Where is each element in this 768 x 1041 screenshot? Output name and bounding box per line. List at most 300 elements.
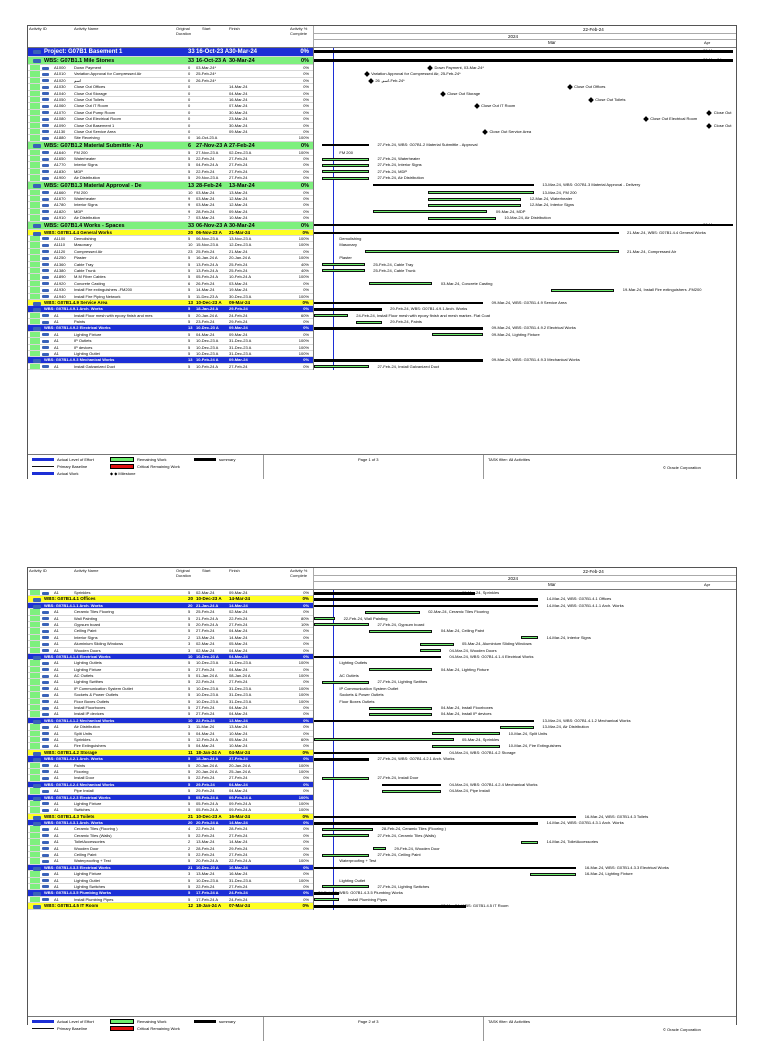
wbs-row-wbs-g07b1-3-material-approval-de[interactable] xyxy=(28,182,313,190)
bar-label: 04-Mar-24, Pipe Install xyxy=(449,788,490,794)
wbs-level-bar xyxy=(30,319,40,324)
milestone-icon[interactable] xyxy=(707,110,713,116)
remaining-work-bar[interactable] xyxy=(521,841,538,844)
summary-bar[interactable] xyxy=(314,327,483,330)
activity-icon xyxy=(42,681,49,684)
wbs-level-bar xyxy=(30,590,40,595)
activity-id: A1 xyxy=(54,660,59,666)
remaining-work-bar[interactable] xyxy=(382,790,441,793)
activity-id: A1 xyxy=(54,609,59,615)
activity-icon xyxy=(42,217,49,220)
percent-complete: 0% xyxy=(303,202,309,208)
finish-date: 09-Mar-24 xyxy=(229,299,251,305)
percent-complete: 0% xyxy=(303,724,309,730)
legend-baseline-swatch xyxy=(32,1028,54,1029)
duration: 5 xyxy=(188,306,191,312)
percent-complete: 0% xyxy=(303,852,309,858)
start-date: 13-Mar-24 xyxy=(196,871,215,877)
percent-complete: 0% xyxy=(302,903,309,909)
activity-icon xyxy=(42,777,49,780)
percent-complete: 100% xyxy=(298,800,309,806)
percent-complete: 0% xyxy=(303,602,309,608)
activity-id: A1010 xyxy=(54,71,66,77)
activity-icon xyxy=(42,623,49,626)
summary-bar[interactable] xyxy=(382,784,441,787)
remaining-work-bar[interactable] xyxy=(500,726,534,729)
percent-complete: 100% xyxy=(298,762,309,768)
activity-id: A1 xyxy=(54,858,59,864)
remaining-work-bar[interactable] xyxy=(369,707,432,710)
summary-bar[interactable] xyxy=(314,598,538,601)
summary-bar[interactable] xyxy=(314,656,441,659)
legend-actual-swatch xyxy=(32,472,54,475)
finish-date: 09-Feb-24 A xyxy=(229,807,252,813)
remaining-work-bar[interactable] xyxy=(322,834,369,837)
percent-complete: 0% xyxy=(303,156,309,162)
wbs-folder-icon xyxy=(33,144,41,148)
duration: 5 xyxy=(188,338,191,344)
duration: 20 xyxy=(188,602,193,608)
wbs-folder-icon xyxy=(33,50,41,54)
activity-name: WBS: G07B1.4.2.1 Arch. Works xyxy=(44,756,103,762)
finish-date: 31-Dec-23 A xyxy=(229,338,252,344)
wbs-level-bar xyxy=(30,287,40,292)
bar-label: 04-Mar-24, Install IP devices xyxy=(440,711,492,717)
activity-id: A1070 xyxy=(54,109,66,115)
duration: 5 xyxy=(188,775,191,781)
activity-id: A1770 xyxy=(54,162,66,168)
milestone-icon[interactable] xyxy=(427,65,433,71)
finish-date: 05-Mar-24 xyxy=(229,736,248,742)
task-filter: TASK filter: All Activities xyxy=(488,1019,530,1024)
percent-complete: 0% xyxy=(303,609,309,615)
remaining-work-bar[interactable] xyxy=(322,828,373,831)
activity-id: A1900 xyxy=(54,175,66,181)
start-date: 02-Mar-24 xyxy=(196,590,215,595)
activity-name: Install IP devices xyxy=(74,711,104,717)
activity-icon xyxy=(42,321,49,324)
finish-date: 04-Mar-24 xyxy=(229,647,248,653)
wbs-row-wbs-g07b1-2-material-submittle-ap[interactable] xyxy=(28,142,313,150)
remaining-work-bar[interactable] xyxy=(322,263,364,266)
summary-bar[interactable] xyxy=(373,184,534,187)
duration: 0 xyxy=(188,116,191,122)
duration: 20 xyxy=(188,820,193,826)
duration: 10 xyxy=(188,653,193,659)
gantt-chart xyxy=(313,48,737,370)
activity-row-install-galvanized-duct[interactable] xyxy=(28,364,313,370)
activity-name: WBS: G07B1.4.1.1 Arch. Works xyxy=(44,602,103,608)
start-date: 04-Mar-24 xyxy=(196,331,215,337)
remaining-work-bar[interactable] xyxy=(373,847,386,850)
summary-bar[interactable] xyxy=(314,232,619,235)
remaining-work-bar[interactable] xyxy=(551,289,614,292)
remaining-work-bar[interactable] xyxy=(314,617,335,620)
summary-bar[interactable] xyxy=(314,822,538,825)
bar-label: 27-Feb-24, Install Door xyxy=(377,775,419,781)
bar-label: 09-Mar-24, WBS: G07B1.4.9.3 Mechanical Works xyxy=(491,357,580,363)
duration: 5 xyxy=(188,351,191,357)
activity-name: Install Galvanized Duct xyxy=(74,363,115,369)
milestone-icon[interactable] xyxy=(440,91,446,97)
summary-bar[interactable] xyxy=(314,867,576,870)
remaining-work-bar[interactable] xyxy=(365,250,619,253)
start-date: 22-Feb-24 xyxy=(196,156,215,162)
activity-name: Waterheater xyxy=(74,156,96,162)
activity-icon xyxy=(42,707,49,710)
percent-complete: 0% xyxy=(302,596,309,602)
wbs-row-wbs-g07b1-4-works-spaces[interactable] xyxy=(28,222,313,230)
remaining-work-bar[interactable] xyxy=(322,177,369,180)
remaining-work-bar[interactable] xyxy=(322,777,369,780)
start-date: 10-Dec-23 A xyxy=(196,338,219,344)
bar-label: 09-Mar-24, WBS: G07B1.4.9.2 Electrical Works xyxy=(491,325,576,331)
percent-complete: 100% xyxy=(298,274,309,280)
bar-label: 27-Feb-24, WBS: G07B1.4.2.1 Arch. Works xyxy=(377,756,455,762)
remaining-work-bar[interactable] xyxy=(322,269,364,272)
percent-complete: 0% xyxy=(303,743,309,749)
bar-label: 29-Feb-24, WBS: G07B1.4.9.1 Arch. Works xyxy=(390,306,468,312)
activity-id: A1 xyxy=(54,883,59,889)
summary-bar[interactable] xyxy=(314,221,733,227)
legend-remaining: Remaining Work xyxy=(137,1019,167,1024)
wbs-level-bar xyxy=(30,878,40,883)
percent-complete: 0% xyxy=(303,896,309,902)
activity-icon xyxy=(42,649,49,652)
percent-complete: 0% xyxy=(303,628,309,634)
duration: 0 xyxy=(188,122,191,128)
finish-date: 14-Mar-24 xyxy=(229,820,248,826)
start-date: 27-Feb-24 xyxy=(196,705,215,711)
remaining-work-bar[interactable] xyxy=(322,158,369,161)
activity-icon xyxy=(42,137,49,140)
summary-bar[interactable] xyxy=(314,592,475,595)
activity-id: A1660 xyxy=(54,189,66,195)
duration: 5 xyxy=(188,705,191,711)
finish-date: 27-Feb-24 xyxy=(229,168,248,174)
remaining-work-bar[interactable] xyxy=(428,204,521,207)
remaining-work-bar[interactable] xyxy=(322,681,369,684)
finish-date: 04-Mar-24 xyxy=(229,628,248,634)
start-date: 03-Mar-24 xyxy=(196,189,215,195)
wbs-folder-icon xyxy=(33,184,41,188)
oracle-copyright: © Oracle Corporation xyxy=(663,465,701,470)
duration: 12 xyxy=(188,903,194,909)
summary-bar[interactable] xyxy=(314,308,382,311)
percent-complete: 100% xyxy=(298,673,309,679)
finish-date: 09-Mar-24 xyxy=(229,590,248,595)
activity-icon xyxy=(42,250,49,253)
finish-date: 09-Mar-24 xyxy=(229,325,248,331)
wbs-folder-icon xyxy=(33,758,41,762)
activity-name: Close Out Basement 1 xyxy=(74,122,115,128)
percent-complete: 0% xyxy=(303,775,309,781)
finish-date: 27-Feb-24 xyxy=(229,142,255,149)
wbs-row-project-g07b1-basement-1[interactable] xyxy=(28,48,313,57)
duration: 4 xyxy=(188,826,191,832)
finish-date: 27-Feb-24 xyxy=(229,621,248,627)
wbs-level-bar xyxy=(30,71,40,76)
duration: 13 xyxy=(188,182,195,189)
start-date: 27-Feb-24 xyxy=(196,711,215,717)
duration: 0 xyxy=(188,135,191,141)
activity-id: A1380 xyxy=(54,267,66,273)
percent-complete: 0% xyxy=(303,717,309,723)
remaining-work-bar[interactable] xyxy=(322,854,369,857)
legend-baseline: Primary Baseline xyxy=(57,464,88,469)
duration: 5 xyxy=(188,344,191,350)
activity-name: Lighting Fixture xyxy=(74,800,102,806)
activity-icon xyxy=(42,269,49,272)
milestone-icon[interactable] xyxy=(567,84,573,90)
activity-name: Sprinkles xyxy=(74,736,91,742)
activity-id: A1 xyxy=(54,730,59,736)
milestone-icon[interactable] xyxy=(364,72,370,78)
percent-complete: 0% xyxy=(301,182,309,189)
activity-icon xyxy=(42,879,49,882)
remaining-work-bar[interactable] xyxy=(322,164,369,167)
activity-name: Project: G07B1 Basement 1 xyxy=(44,49,123,55)
wbs-folder-icon xyxy=(33,656,41,660)
col-duration: Original Duration xyxy=(176,568,192,578)
wbs-row-wbs-g07b1-4-5-it-room[interactable] xyxy=(28,903,313,909)
wbs-folder-icon xyxy=(33,816,41,820)
finish-date: 19-Mar-24 xyxy=(229,287,248,293)
wbs-level-bar xyxy=(30,97,40,102)
milestone-icon[interactable] xyxy=(707,123,713,129)
activity-name: Interior Signs xyxy=(74,162,98,168)
activity-icon xyxy=(42,662,49,665)
start-date: 10-Dec-23 A xyxy=(196,698,219,704)
duration: 9 xyxy=(188,196,191,202)
duration: 5 xyxy=(188,890,191,896)
bar-label: Waterproofing + Test xyxy=(339,858,377,864)
bar-label: 13-Mar-24, FM 200 xyxy=(542,189,577,195)
gantt-row xyxy=(314,142,737,150)
activity-icon xyxy=(42,809,49,812)
percent-complete: 100% xyxy=(298,242,309,248)
percent-complete: 0% xyxy=(303,325,309,331)
duration: 3 xyxy=(188,724,191,730)
finish-date: 29-Feb-24 xyxy=(229,319,248,325)
data-date-label: 22-Feb-24 xyxy=(583,27,604,32)
activity-name: Paints xyxy=(74,762,86,768)
start-date: 22-Feb-24 xyxy=(196,832,215,838)
bar-label: 27-Feb-24, MDP xyxy=(377,168,408,174)
milestone-icon[interactable] xyxy=(643,116,649,122)
percent-complete: 0% xyxy=(303,647,309,653)
percent-complete: 0% xyxy=(303,319,309,325)
wbs-level-bar xyxy=(30,679,40,684)
summary-bar[interactable] xyxy=(322,144,369,147)
wbs-level-bar xyxy=(30,175,40,180)
remaining-work-bar[interactable] xyxy=(369,668,432,671)
activity-id: A1090 xyxy=(54,122,66,128)
wbs-level-bar xyxy=(30,616,40,621)
bar-label: 04-Mar-24, Lighting Fixture xyxy=(440,666,489,672)
wbs-level-bar xyxy=(30,242,40,247)
summary-bar[interactable] xyxy=(314,720,534,723)
legend-actual: Actual Work xyxy=(57,471,79,476)
activity-name: Floor Boxes Outlets xyxy=(74,698,110,704)
wbs-level-bar xyxy=(30,711,40,716)
remaining-work-bar[interactable] xyxy=(369,282,432,285)
start-date: 13-Feb-24 A xyxy=(196,267,219,273)
finish-date: 21-Mar-24 xyxy=(229,229,251,235)
percent-complete: 0% xyxy=(303,84,309,90)
legend-remaining: Remaining Work xyxy=(137,457,167,462)
remaining-work-bar[interactable] xyxy=(428,198,521,201)
finish-date: 14-Mar-24 xyxy=(229,839,248,845)
summary-bar[interactable] xyxy=(314,605,538,608)
finish-date: 27-Feb-24 xyxy=(229,156,248,162)
milestone-icon[interactable] xyxy=(368,78,374,84)
remaining-work-bar[interactable] xyxy=(314,365,369,368)
percent-complete: 0% xyxy=(302,813,309,819)
remaining-work-bar[interactable] xyxy=(432,333,483,336)
start-date: 27-Nov-23 A xyxy=(196,142,228,149)
duration: 2 xyxy=(188,839,191,845)
wbs-level-bar xyxy=(30,338,40,343)
duration: 2 xyxy=(188,845,191,851)
activity-name: Wooden Door xyxy=(74,845,99,851)
remaining-work-bar[interactable] xyxy=(356,321,381,324)
oracle-copyright: © Oracle Corporation xyxy=(663,1027,701,1032)
start-date: 13-Mar-24 xyxy=(196,839,215,845)
start-date: 27-Feb-24 xyxy=(196,666,215,672)
remaining-work-bar[interactable] xyxy=(428,217,496,220)
bar-label: 14-Mar-24, WBS: G07B1.4.1 Offices xyxy=(546,596,612,602)
remaining-work-bar[interactable] xyxy=(530,873,577,876)
duration: 33 xyxy=(188,49,195,55)
legend-effort: Actual Level of Effort xyxy=(57,1019,94,1024)
start-date: 06-Nov-23 A xyxy=(196,222,228,229)
summary-bar[interactable] xyxy=(314,816,576,819)
activity-name: WBS: G07B1.4.2.4 Mechanical Works xyxy=(44,781,115,787)
wbs-folder-icon xyxy=(33,232,41,236)
wbs-level-bar xyxy=(30,274,40,279)
finish-date: 10-Mar-24 xyxy=(229,743,248,749)
remaining-work-bar[interactable] xyxy=(314,314,348,317)
percent-complete: 0% xyxy=(303,845,309,851)
start-date: 16-Oct-23 A xyxy=(196,49,230,55)
activity-id: A1930 xyxy=(54,287,66,293)
start-date: 04-Mar-24 xyxy=(196,743,215,749)
finish-date: 14-Mar-24 xyxy=(229,596,251,602)
data-date-label: 22-Feb-24 xyxy=(583,569,604,574)
start-date: 02-Mar-24 xyxy=(196,647,215,653)
milestone-icon[interactable] xyxy=(474,104,480,110)
activity-id: A1 xyxy=(54,666,59,672)
summary-bar[interactable] xyxy=(314,758,369,761)
activity-id: A1 xyxy=(54,344,59,350)
finish-date: 21-Mar-24 xyxy=(229,248,248,254)
activity-icon xyxy=(42,675,49,678)
duration: 5 xyxy=(188,858,191,864)
duration: 13 xyxy=(188,357,193,363)
activity-id: A1080 xyxy=(54,116,66,122)
activity-name: Switches xyxy=(74,807,91,813)
finish-date: 04-Mar-24 xyxy=(229,788,248,794)
milestone-icon[interactable] xyxy=(588,97,594,103)
summary-bar[interactable] xyxy=(314,302,483,305)
finish-date: 27-Feb-24 xyxy=(229,756,248,762)
wbs-level-bar xyxy=(30,255,40,260)
remaining-work-bar[interactable] xyxy=(373,210,487,213)
wbs-level-bar xyxy=(30,724,40,729)
summary-bar[interactable] xyxy=(314,359,483,362)
activity-name: WBS: G07B1.4.9 Service Area xyxy=(44,299,108,305)
activity-icon xyxy=(42,282,49,285)
activity-icon xyxy=(42,713,49,716)
remaining-work-bar[interactable] xyxy=(322,885,369,888)
remaining-work-bar[interactable] xyxy=(314,738,454,741)
remaining-work-bar[interactable] xyxy=(432,745,500,748)
start-date: 20-Jan-24 A xyxy=(196,312,218,318)
year-label: 2024 xyxy=(508,576,519,581)
remaining-work-bar[interactable] xyxy=(314,623,369,626)
activity-icon xyxy=(42,67,49,70)
wbs-folder-icon xyxy=(33,598,41,602)
summary-bar[interactable] xyxy=(314,752,441,755)
summary-bar[interactable] xyxy=(314,50,733,53)
activity-icon xyxy=(42,611,49,614)
remaining-work-bar[interactable] xyxy=(428,191,534,194)
summary-bar[interactable] xyxy=(314,59,733,62)
remaining-work-bar[interactable] xyxy=(521,636,538,639)
remaining-work-bar[interactable] xyxy=(369,630,432,633)
activity-icon xyxy=(42,314,49,317)
duration: 5 xyxy=(188,743,191,749)
bar-label: 30-Mar xyxy=(703,48,716,53)
remaining-work-bar[interactable] xyxy=(365,611,420,614)
remaining-work-bar[interactable] xyxy=(420,643,454,646)
activity-id: A1 xyxy=(54,698,59,704)
percent-complete: 0% xyxy=(303,653,309,659)
duration: 5 xyxy=(188,768,191,774)
remaining-work-bar[interactable] xyxy=(369,713,432,716)
percent-complete: 0% xyxy=(303,634,309,640)
activity-icon xyxy=(42,700,49,703)
activity-icon xyxy=(42,687,49,690)
finish-date: 09-Feb-24 A xyxy=(229,794,252,800)
finish-date: 12-Mar-24 xyxy=(229,196,248,202)
remaining-work-bar[interactable] xyxy=(314,898,339,901)
activity-id: A1060 xyxy=(54,103,66,109)
remaining-work-bar[interactable] xyxy=(322,170,369,173)
activity-name: WBS: G07B1.4.2.3 Electrical Works xyxy=(44,794,111,800)
percent-complete: 100% xyxy=(298,351,309,357)
bar-label: 30-Mar-24 xyxy=(703,57,722,62)
remaining-work-bar[interactable] xyxy=(420,649,441,652)
wbs-folder-icon xyxy=(33,752,41,756)
duration: 5 xyxy=(188,852,191,858)
activity-icon xyxy=(42,643,49,646)
start-date: 03-Mar-24 xyxy=(196,196,215,202)
duration: 5 xyxy=(188,312,191,318)
percent-complete: 0% xyxy=(303,357,309,363)
activity-icon xyxy=(42,118,49,121)
wbs-level-bar xyxy=(30,65,40,70)
milestone-icon[interactable] xyxy=(482,129,488,135)
wbs-level-bar xyxy=(30,190,40,195)
activity-name: WBS: G07B1.4.2 Storage xyxy=(44,749,98,755)
remaining-work-bar[interactable] xyxy=(432,732,500,735)
wbs-level-bar xyxy=(30,116,40,121)
wbs-folder-icon xyxy=(33,720,41,724)
wbs-row-wbs-g07b1-1-mile-stones[interactable] xyxy=(28,57,313,65)
duration: 5 xyxy=(188,175,191,181)
